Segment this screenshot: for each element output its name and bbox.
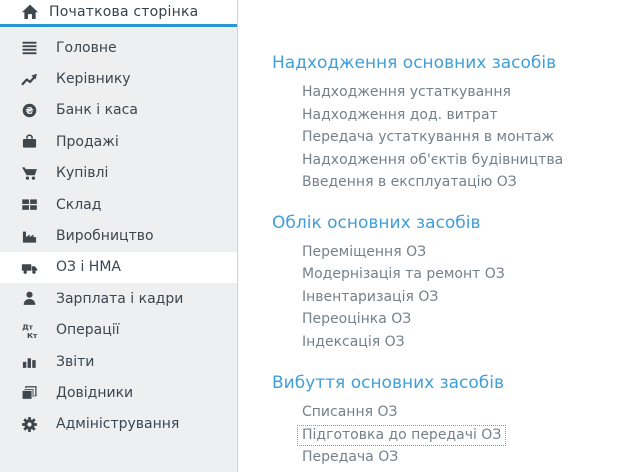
sidebar-item-label: Довідники (56, 384, 134, 401)
books-icon (21, 384, 38, 401)
person-icon (21, 290, 38, 307)
section-fixed-assets-accounting (272, 213, 623, 354)
command-link[interactable]: Індексація ОЗ (302, 333, 405, 350)
sidebar-item-fixed-assets[interactable] (0, 252, 237, 283)
sidebar-item-purchases[interactable] (0, 158, 237, 189)
sidebar-item-label: Виробництво (56, 228, 154, 245)
section-title: Облік основних засобів (272, 212, 481, 233)
command-link[interactable]: Переоцінка ОЗ (302, 311, 412, 327)
sidebar-item-label: Керівнику (56, 71, 131, 88)
sidebar-item-label: Операції (56, 322, 120, 339)
command-link[interactable]: Введення в експлуатацію ОЗ (302, 174, 517, 190)
sidebar-item-manager[interactable] (0, 63, 237, 94)
factory-icon (21, 228, 38, 245)
sidebar-item-warehouse[interactable] (0, 189, 237, 220)
sidebar-item-main[interactable] (0, 32, 237, 63)
sidebar-nav (0, 27, 237, 440)
sidebar-item-label: Адміністрування (56, 416, 180, 433)
start-page-content (239, 0, 623, 472)
sidebar-item-label: Склад (56, 196, 102, 213)
section-title: Надходження основних засобів (272, 53, 557, 73)
sidebar-item-label: Звіти (56, 353, 95, 370)
home-button[interactable] (0, 0, 237, 27)
command-link[interactable]: Передача устаткування в монтаж (302, 129, 555, 145)
sidebar-item-label: Банк і каса (56, 102, 138, 119)
sidebar-item-label: Головне (56, 39, 117, 56)
home-button-label: Початкова сторінка (49, 4, 199, 20)
sidebar-item-operations[interactable] (0, 315, 237, 346)
sidebar-item-label: Продажі (56, 133, 119, 150)
sidebar-item-payroll-hr[interactable] (0, 283, 237, 314)
briefcase-icon (21, 133, 38, 150)
sidebar-item-production[interactable] (0, 220, 237, 251)
command-link[interactable]: Надходження устаткування (302, 84, 511, 100)
home-icon (21, 3, 39, 21)
sidebar (0, 0, 238, 472)
dt-kt-icon (21, 322, 38, 339)
sidebar-item-label: Зарплата і кадри (56, 290, 184, 307)
sidebar-item-label: Купівлі (56, 165, 109, 182)
pallet-icon (21, 196, 38, 213)
svg-text:₴: ₴ (25, 105, 34, 117)
svg-text:Кт: Кт (26, 330, 38, 339)
svg-text:Дт: Дт (22, 322, 33, 332)
gear-icon (21, 416, 38, 433)
trend-up-icon (21, 71, 38, 88)
section-links (272, 241, 623, 354)
sidebar-item-administration[interactable] (0, 409, 237, 440)
section-fixed-assets-receipt (272, 53, 623, 194)
coin-icon (21, 102, 38, 119)
command-link[interactable]: Інвентаризація ОЗ (302, 288, 439, 305)
section-title: Вибуття основних засобів (272, 373, 505, 393)
command-link[interactable]: Модернізація та ремонт ОЗ (302, 266, 505, 282)
truck-icon (21, 259, 38, 276)
command-link[interactable]: Переміщення ОЗ (302, 243, 427, 260)
section-links (272, 81, 623, 194)
sidebar-item-reports[interactable] (0, 346, 237, 377)
section-fixed-assets-disposal (272, 373, 623, 469)
section-links (272, 401, 623, 469)
menu-lines-icon (21, 39, 38, 56)
sidebar-item-bank-cash[interactable] (0, 95, 237, 126)
command-link[interactable]: Передача ОЗ (302, 449, 399, 465)
bar-chart-icon (21, 353, 38, 370)
command-link[interactable]: Надходження об'єктів будівництва (302, 151, 564, 168)
sidebar-item-label: ОЗ і НМА (56, 259, 121, 276)
sidebar-item-sales[interactable] (0, 126, 237, 157)
sidebar-item-directories[interactable] (0, 377, 237, 408)
cart-icon (21, 165, 38, 182)
command-link[interactable]: Надходження дод. витрат (302, 106, 498, 123)
command-link-focused[interactable]: Підготовка до передачі ОЗ (302, 424, 623, 447)
command-link[interactable]: Списання ОЗ (302, 404, 398, 420)
